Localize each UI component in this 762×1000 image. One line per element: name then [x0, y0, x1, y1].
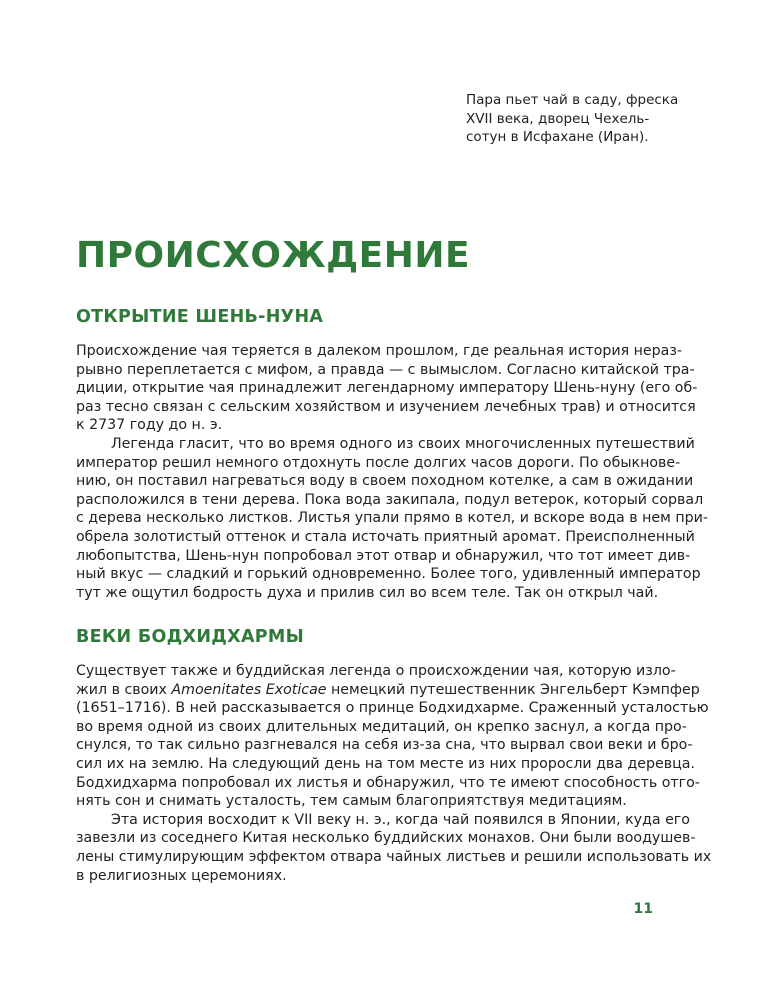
- text-line: с дерева несколько листков. Листья упали прямо в котел, и вскоре вода в нем при-: [76, 510, 708, 527]
- caption-line: XVII века, дворец Чехель-: [466, 110, 650, 127]
- section-body-bodhidharma: [76, 662, 712, 885]
- text-line: нию, он поставил нагреваться воду в своем походном котелке, а сам в ожидании: [76, 473, 694, 490]
- section-heading-shen-nung: ОТКРЫТИЕ ШЕНЬ-НУНА: [76, 307, 324, 327]
- text-line: завезли из соседнего Китая несколько буддийских монахов. Они были воодушев-: [76, 830, 696, 847]
- text-line: Бодхидхарма попробовал их листья и обнаружил, что те имеют способность отго-: [76, 774, 700, 791]
- chapter-title: ПРОИСХОЖДЕНИЕ: [76, 235, 471, 276]
- figure-caption: [466, 91, 716, 147]
- caption-line: сотун в Исфахане (Иран).: [466, 129, 649, 145]
- text-fragment: немецкий путешественник Энгельберт Кэмпфер: [326, 681, 700, 698]
- text-line: тут же ощутил бодрость духа и прилив сил во всем теле. Так он открыл чай.: [76, 584, 659, 601]
- text-line: (1651–1716). В ней рассказывается о принце Бодхидхарме. Сраженный усталостью: [76, 700, 709, 717]
- text-line: диции, открытие чая принадлежит легендарному императору Шень-нуну (его об-: [76, 380, 698, 397]
- caption-line: Пара пьет чай в саду, фреска: [466, 92, 679, 108]
- text-line: Существует также и буддийская легенда о происхождении чая, которую изло-: [76, 663, 676, 679]
- text-line: любопытства, Шень-нун попробовал этот отвар и обнаружил, что тот имеет див-: [76, 547, 691, 564]
- text-line: император решил немного отдохнуть после долгих часов дороги. По обыкнове-: [76, 454, 681, 471]
- text-line: Легенда гласит, что во время одного из своих многочисленных путешествий: [111, 435, 695, 452]
- text-line: [76, 681, 700, 700]
- text-line: Происхождение чая теряется в далеком прошлом, где реальная история нераз-: [76, 343, 683, 359]
- page-number: 11: [633, 901, 653, 917]
- text-line: в религиозных церемониях.: [76, 867, 287, 884]
- section-heading-bodhidharma: ВЕКИ БОДХИДХАРМЫ: [76, 627, 305, 647]
- text-line: Эта история восходит к VII веку н. э., когда чай появился в Японии, куда его: [111, 811, 690, 828]
- text-line: лены стимулирующим эффектом отвара чайных листьев и решили использовать их: [76, 848, 712, 865]
- text-line: ный вкус — сладкий и горький одновременно. Более того, удивленный император: [76, 566, 701, 583]
- text-fragment: жил в своих: [76, 681, 172, 698]
- text-line: к 2737 году до н. э.: [76, 417, 223, 434]
- text-line: расположился в тени дерева. Пока вода закипала, подул ветерок, который сорвал: [76, 491, 704, 508]
- section-body-shen-nung: [76, 342, 708, 602]
- text-line: снулся, то так сильно разгневался на себя из-за сна, что вырвал свои веки и бро-: [76, 737, 693, 754]
- text-line: во время одной из своих длительных медитаций, он крепко заснул, а когда про-: [76, 718, 687, 735]
- text-line: сил их на землю. На следующий день на том месте из них проросли два деревца.: [76, 755, 695, 772]
- text-line: раз тесно связан с сельским хозяйством и изучением лечебных трав) и относится: [76, 398, 696, 415]
- text-line: рывно переплетается с мифом, а правда — с вымыслом. Согласно китайской тра-: [76, 361, 695, 378]
- book-title: Amoenitates Exoticae: [171, 681, 327, 698]
- text-line: обрела золотистый оттенок и стала источать приятный аромат. Преисполненный: [76, 528, 695, 545]
- text-line: нять сон и снимать усталость, тем самым благоприятствуя медитациям.: [76, 793, 627, 810]
